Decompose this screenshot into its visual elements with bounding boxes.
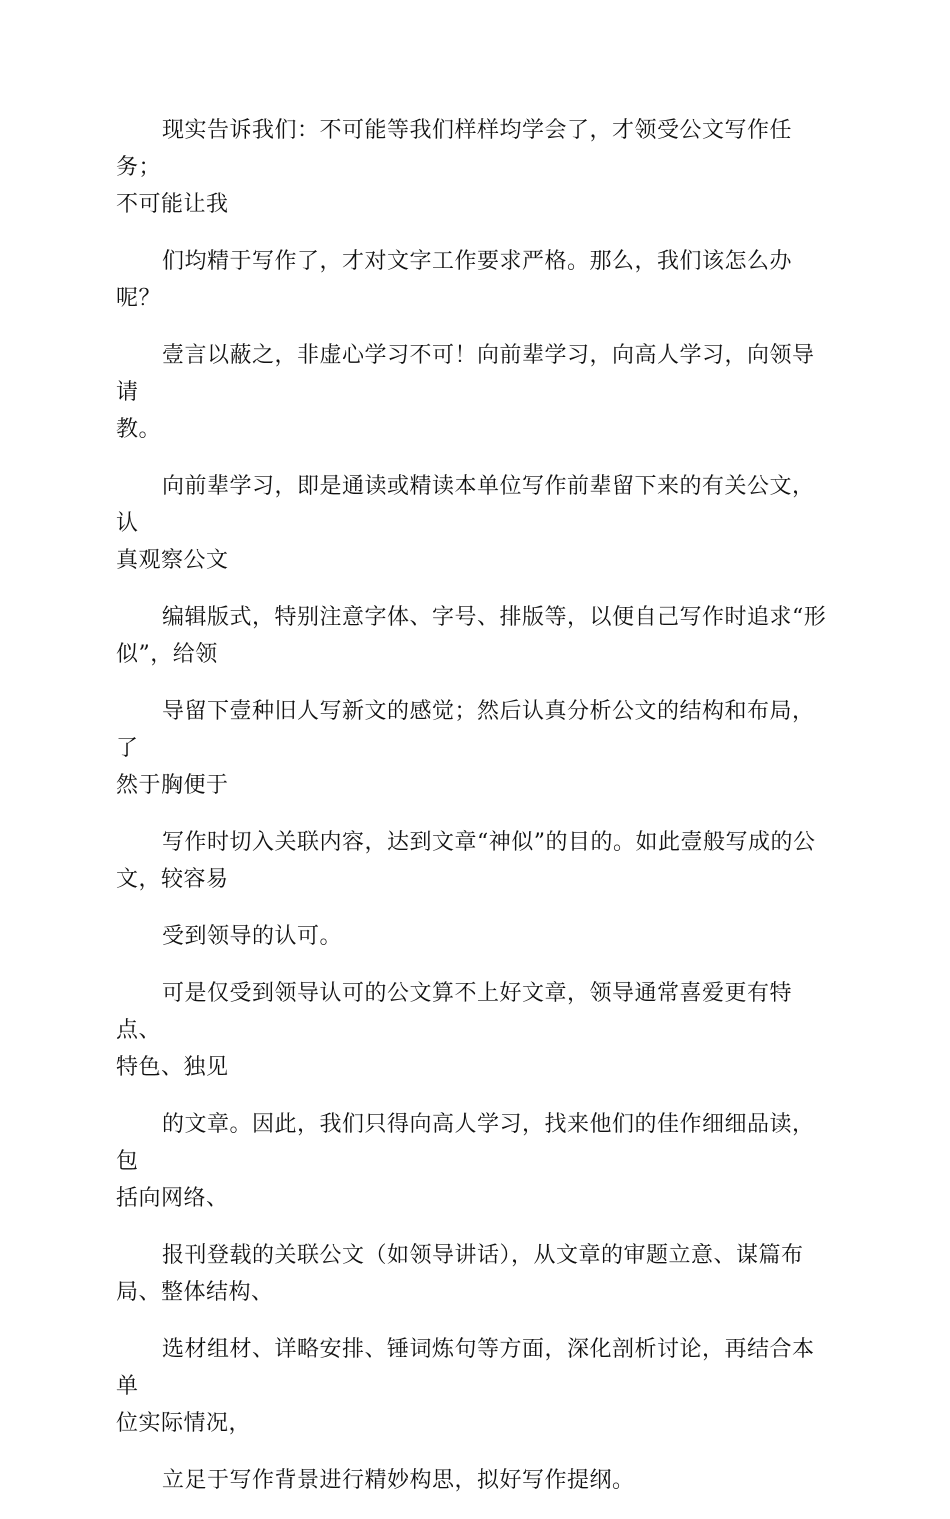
paragraph-13: 立足于写作背景进行精妙构思，拟好写作提纲。: [162, 1468, 635, 1493]
paragraph-3: 壹言以蔽之，非虚心学习不可！向前辈学习，向高人学习，向领导请 教。: [116, 343, 815, 442]
paragraph-9: 可是仅受到领导认可的公文算不上好文章，领导通常喜爱更有特点、 特色、独见: [116, 981, 793, 1080]
paragraph-7: 写作时切入关联内容，达到文章“神似”的目的。如此壹般写成的公 文，较容易: [116, 830, 816, 892]
paragraph-12: 选材组材、详略安排、锤词炼句等方面，深化剖析讨论，再结合本单 位实际情况，: [116, 1337, 815, 1436]
paragraph-1: 现实告诉我们：不可能等我们样样均学会了，才领受公文写作任务； 不可能让我: [116, 118, 793, 217]
document-body: [116, 112, 836, 1519]
paragraph-2: 们均精于写作了，才对文字工作要求严格。那么，我们该怎么办呢？: [116, 249, 793, 311]
paragraph-4: 向前辈学习，即是通读或精读本单位写作前辈留下来的有关公文，认 真观察公文: [116, 474, 815, 573]
paragraph-8: 受到领导的认可。: [162, 924, 343, 949]
paragraph-5: 编辑版式，特别注意字体、字号、排版等，以便自己写作时追求“形 似”，给领: [116, 605, 827, 667]
paragraph-10: 的文章。因此，我们只得向高人学习，找来他们的佳作细细品读，包 括向网络、: [116, 1112, 815, 1211]
paragraph-11: 报刊登载的关联公文（如领导讲话），从文章的审题立意、谋篇布 局、整体结构、: [116, 1243, 804, 1305]
paragraph-6: 导留下壹种旧人写新文的感觉；然后认真分析公文的结构和布局，了 然于胸便于: [116, 699, 815, 798]
